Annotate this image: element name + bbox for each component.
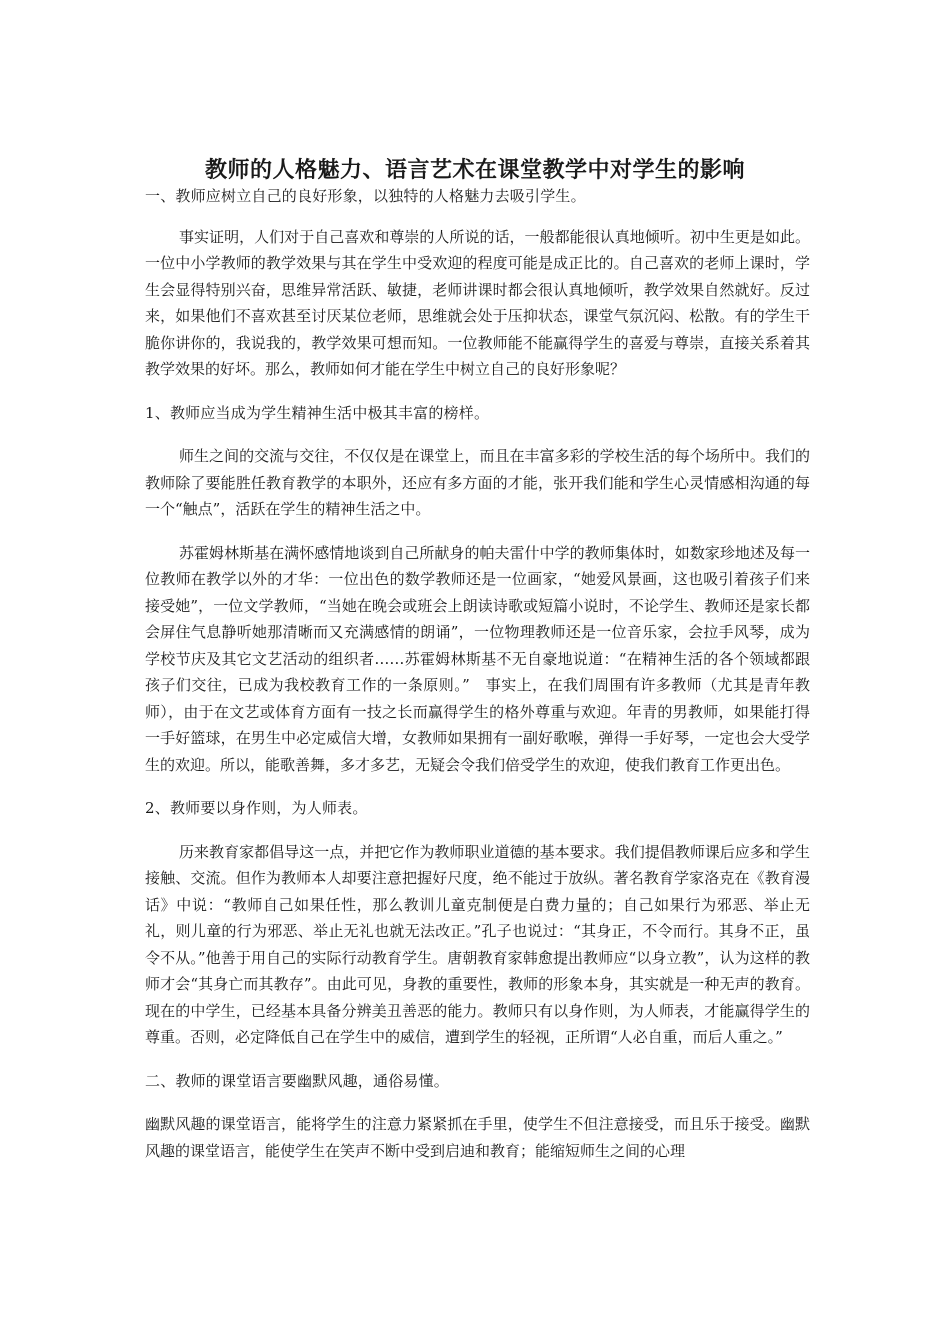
paragraph-2: 师生之间的交流与交往，不仅仅是在课堂上，而且在丰富多彩的学校生活的每个场所中。我们的教师除了要能胜任教育教学的本职外，还应有多方面的才能，张开我们能和学生心灵情感相沟通的每一个“触点”，活跃在学生的精神生活之中。 — [145, 447, 810, 518]
document-body — [145, 183, 810, 1164]
paragraph-4: 历来教育家都倡导这一点，并把它作为教师职业道德的基本要求。我们提倡教师课后应多和学生接触、交流。但作为教师本人却要注意把握好尺度，绝不能过于放纵。著名教育学家洛克在《教育漫话》中说：“教师自己如果任性，那么教训儿童克制便是白费力量的；自己如果行为邪恶、举止无礼，则儿童的行为邪恶、举止无礼也就无法改正。”孔子也说过：“其身正，不令而行。其身不正，虽令不从。”他善于用自己的实际行动教育学生。唐朝教育家韩愈提出教师应“以身立教”，认为这样的教师才会“其身亡而其教存”。由此可见，身教的重要性，教师的形象本身，其实就是一种无声的教育。现在的中学生，已经基本具备分辨美丑善恶的能力。教师只有以身作则，为人师表，才能赢得学生的尊重。否则，必定降低自己在学生中的威信，遭到学生的轻视，正所谓“人必自重，而后人重之。” — [145, 842, 810, 1046]
paragraph-3: 苏霍姆林斯基在满怀感情地谈到自己所献身的帕夫雷什中学的教师集体时，如数家珍地述及每一位教师在教学以外的才华：一位出色的数学教师还是一位画家，“她爱风景画，这也吸引着孩子们来接受她”，一位文学教师，“当她在晚会或班会上朗读诗歌或短篇小说时，不论学生、教师还是家长都会屏住气息静听她那清晰而又充满感情的朗诵”，一位物理教师还是一位音乐家，会拉手风琴，成为学校节庆及其它文艺活动的组织者……苏霍姆林斯基不无自豪地说道：“在精神生活的各个领域都跟孩子们交往，已成为我校教育工作的一条原则。” 事实上，在我们周围有许多教师（尤其是青年教师），由于在文艺或体育方面有一技之长而赢得学生的格外尊重与欢迎。年青的男教师，如果能打得一手好篮球，在男生中必定威信大增，女教师如果拥有一副好歌喉，弹得一手好琴，一定也会大受学生的欢迎。所以，能歌善舞，多才多艺，无疑会令我们倍受学生的欢迎，使我们教育工作更出色。 — [145, 543, 810, 774]
subsection-heading-2: 2、教师要以身作则，为人师表。 — [145, 799, 368, 817]
paragraph-5: 幽默风趣的课堂语言，能将学生的注意力紧紧抓在手里，使学生不但注意接受，而且乐于接受。幽默风趣的课堂语言，能使学生在笑声不断中受到启迪和教育；能缩短师生之间的心理 — [145, 1115, 810, 1160]
paragraph-1: 事实证明，人们对于自己喜欢和尊崇的人所说的话，一般都能很认真地倾听。初中生更是如此。一位中小学教师的教学效果与其在学生中受欢迎的程度可能是成正比的。自己喜欢的老师上课时，学生会显得特别兴奋，思维异常活跃、敏捷，老师讲课时都会很认真地倾听，教学效果自然就好。反过来，如果他们不喜欢甚至讨厌某位老师，思维就会处于压抑状态，课堂气氛沉闷、松散。有的学生干脆你讲你的，我说我的，教学效果可想而知。一位教师能不能赢得学生的喜爱与尊崇，直接关系着其教学效果的好坏。那么，教师如何才能在学生中树立自己的良好形象呢？ — [145, 227, 810, 378]
section-heading-2: 二、教师的课堂语言要幽默风趣，通俗易懂。 — [145, 1071, 450, 1090]
document-title: 教师的人格魅力、语言艺术在课堂教学中对学生的影响 — [204, 157, 745, 183]
section-heading-1: 一、教师应树立自己的良好形象，以独特的人格魅力去吸引学生。 — [145, 187, 586, 205]
subsection-heading-1: 1、教师应当成为学生精神生活中极其丰富的榜样。 — [145, 403, 490, 422]
